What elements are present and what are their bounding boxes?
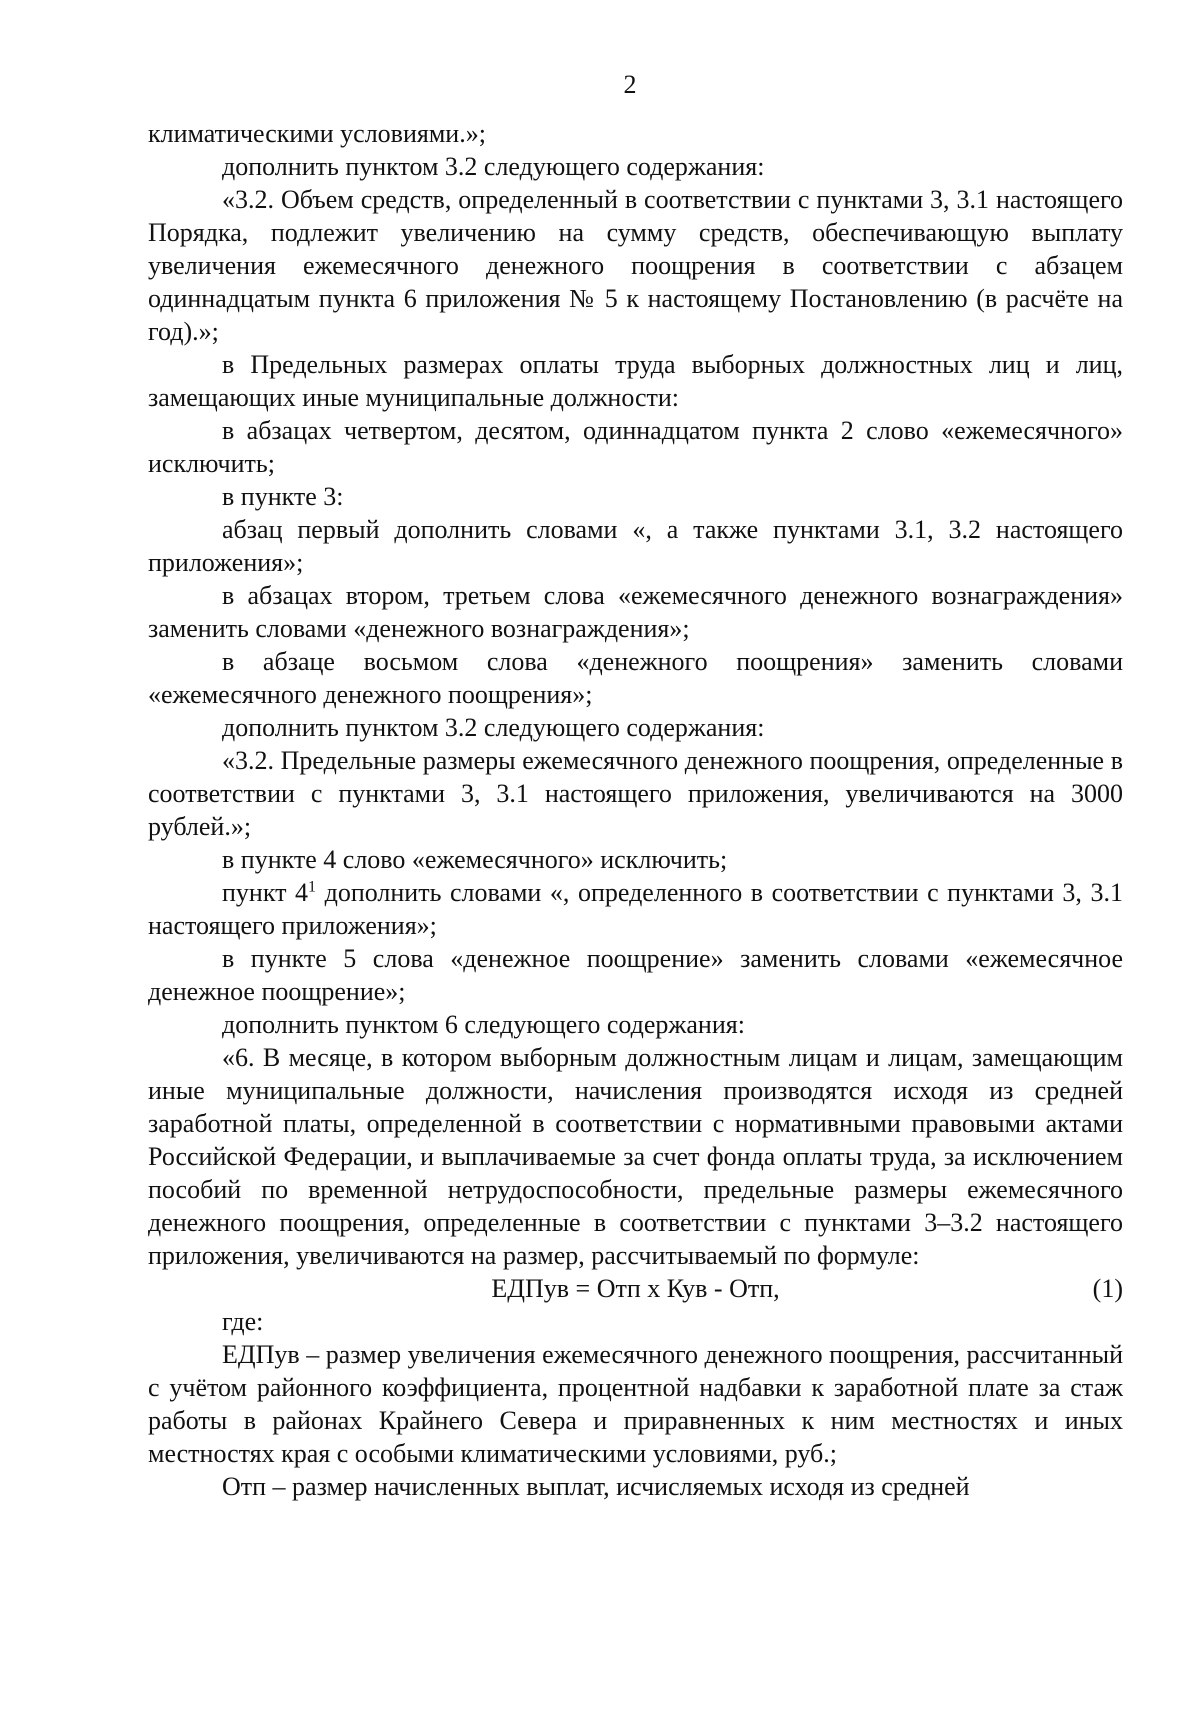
paragraph-11: «3.2. Предельные размеры ежемесячного денежного поощрения, определенные в соответствии с пунктами 3, 3.1 настоящего приложения, увеличиваются на 3000 рублей.»; [148, 746, 1123, 841]
paragraph-12: в пункте 4 слово «ежемесячного» исключить; [222, 845, 728, 874]
paragraph-9: в абзаце восьмом слова «денежного поощрения» заменить словами «ежемесячного денежного поощрения»; [148, 647, 1123, 709]
paragraph-16: «6. В месяце, в котором выборным должностным лицам и лицам, замещающим иные муниципальные должности, начисления производятся исходя из средней заработной платы, определенной в соответствии с нормативными правовыми актами Российской Федерации, и выплачиваемые за счет фонда оплаты труда, за исключением пособий по временной нетрудоспособности, предельные размеры ежемесячного денежного поощрения, определенные в соответствии с пунктами 3–3.2 настоящего приложения, увеличиваются на размер, рассчитываемый по формуле: [148, 1043, 1123, 1270]
formula-number: (1) [1092, 1274, 1123, 1303]
paragraph-4: в Предельных размерах оплаты труда выборных должностных лиц и лиц, замещающих иные муниципальные должности: [148, 350, 1123, 412]
paragraph-5: в абзацах четвертом, десятом, одиннадцатом пункта 2 слово «ежемесячного» исключить; [148, 416, 1123, 478]
paragraph-10: дополнить пунктом 3.2 следующего содержания: [222, 713, 765, 742]
document-body [148, 117, 1123, 1503]
paragraph-13-before: пункт 4 [222, 878, 309, 907]
paragraph-19: Отп – размер начисленных выплат, исчисляемых исходя из средней [222, 1472, 970, 1501]
paragraph-15: дополнить пунктом 6 следующего содержания: [222, 1010, 745, 1039]
paragraph-6: в пункте 3: [222, 482, 344, 511]
paragraph-14: в пункте 5 слова «денежное поощрение» заменить словами «ежемесячное денежное поощрение»; [148, 944, 1123, 1006]
paragraph-13 [148, 876, 1123, 942]
formula: ЕДПув = Отп х Кув - Отп, [491, 1274, 780, 1303]
formula-line [148, 1272, 1123, 1305]
paragraph-17: где: [222, 1307, 264, 1336]
paragraph-7: абзац первый дополнить словами «, а также пунктами 3.1, 3.2 настоящего приложения»; [148, 515, 1123, 577]
paragraph-1: климатическими условиями.»; [148, 119, 486, 148]
paragraph-18: ЕДПув – размер увеличения ежемесячного денежного поощрения, рассчитанный с учётом районного коэффициента, процентной надбавки к заработной плате за стаж работы в районах Крайнего Севера и приравненных к ним местностях и иных местностях края с особыми климатическими условиями, руб.; [148, 1340, 1123, 1468]
paragraph-13-after: дополнить словами «, определенного в соответствии с пунктами 3, 3.1 настоящего приложения»; [148, 878, 1123, 940]
paragraph-2: дополнить пунктом 3.2 следующего содержания: [222, 152, 765, 181]
paragraph-3: «3.2. Объем средств, определенный в соответствии с пунктами 3, 3.1 настоящего Порядка, подлежит увеличению на сумму средств, обеспечивающую выплату увеличения ежемесячного денежного поощрения в соответствии с абзацем одиннадцатым пункта 6 приложения № 5 к настоящему Постановлению (в расчёте на год).»; [148, 185, 1123, 346]
superscript-1: 1 [308, 878, 317, 896]
page-number: 2 [623, 70, 637, 99]
paragraph-8: в абзацах втором, третьем слова «ежемесячного денежного вознаграждения» заменить словами «денежного вознаграждения»; [148, 581, 1123, 643]
